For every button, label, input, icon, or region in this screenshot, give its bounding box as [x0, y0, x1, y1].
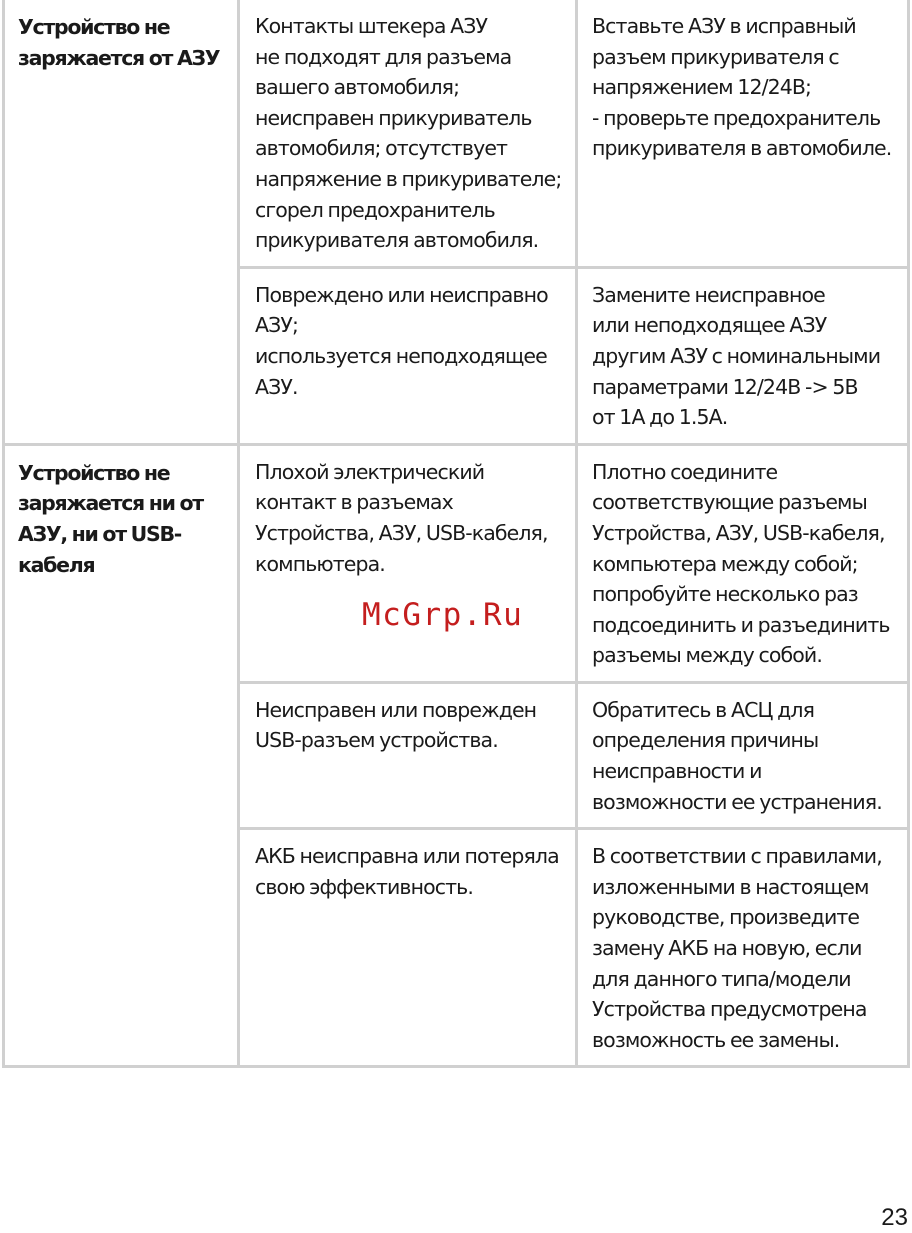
cause-text: Плохой электрический контакт в разъемах Устройства, АЗУ, USB-кабеля, компьютера.	[255, 459, 548, 576]
problem-cell: Устройство не заряжается ни от АЗУ, ни от USB- кабеля	[4, 444, 239, 1067]
table-row	[4, 0, 909, 267]
troubleshooting-table	[2, 0, 910, 1068]
solution-cell: В соответствии с правилами, изложенными в настоящем руководстве, произведите замену АКБ на новую, если для данного типа/модели Устройства предусмотрена возможность ее замены.	[577, 829, 909, 1067]
cause-cell: АКБ неисправна или потеряла свою эффективность.	[239, 829, 577, 1067]
watermark-text: McGrp.Ru	[362, 596, 524, 633]
solution-cell: Обратитесь в АСЦ для определения причины неисправности и возможности ее устранения.	[577, 682, 909, 828]
problem-cell: Устройство не заряжается от АЗУ	[4, 0, 239, 444]
cause-cell: Контакты штекера АЗУ не подходят для разъема вашего автомобиля; неисправен прикуриватель автомобиля; отсутствует напряжение в прикуривателе; сгорел предохранитель прикуривателя автомобиля.	[239, 0, 577, 267]
table-row	[4, 444, 909, 682]
solution-cell: Замените неисправное или неподходящее АЗУ другим АЗУ с номинальными параметрами 12/24В -> 5В от 1А до 1.5А.	[577, 267, 909, 444]
cause-cell	[239, 444, 577, 682]
cause-cell: Неисправен или поврежден USB-разъем устройства.	[239, 682, 577, 828]
solution-cell: Вставьте АЗУ в исправный разъем прикуривателя с напряжением 12/24В; - проверьте предохранитель прикуривателя в автомобиле.	[577, 0, 909, 267]
solution-cell: Плотно соедините соответствующие разъемы Устройства, АЗУ, USB-кабеля, компьютера между собой; попробуйте несколько раз подсоединить и разъединить разъемы между собой.	[577, 444, 909, 682]
page-number: 23	[881, 1204, 908, 1231]
cause-cell: Повреждено или неисправно АЗУ; используется неподходящее АЗУ.	[239, 267, 577, 444]
